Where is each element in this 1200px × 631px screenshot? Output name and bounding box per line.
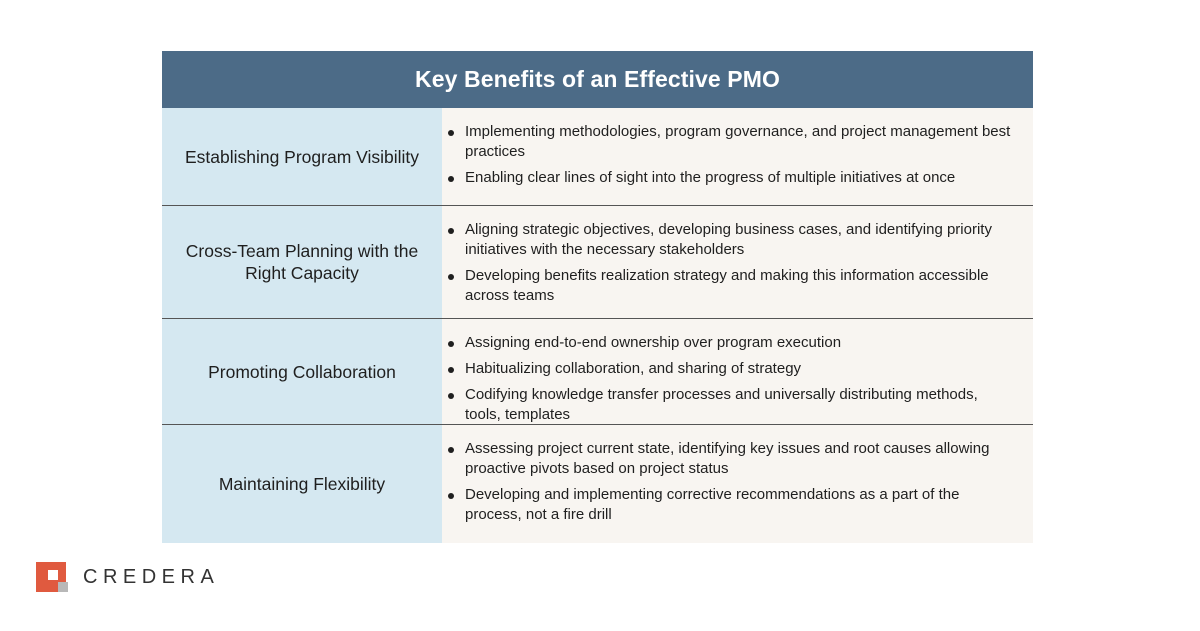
logo-wordmark: CREDERA (83, 565, 220, 588)
bullet-item: Assigning end-to-end ownership over program execution (442, 333, 1017, 353)
bullet-item: Developing benefits realization strategy and making this information accessible across teams (442, 266, 1017, 306)
bullet-item: Habitualizing collaboration, and sharing of strategy (442, 359, 1017, 379)
row-label: Cross-Team Planning with the Right Capacity (162, 206, 442, 318)
bullet-item: Developing and implementing corrective recommendations as a part of the process, not a fire drill (442, 485, 1017, 525)
row-content (442, 108, 1033, 205)
credera-logo (36, 562, 219, 592)
bullet-item: Enabling clear lines of sight into the progress of multiple initiatives at once (442, 168, 1017, 188)
bullet-item: Assessing project current state, identifying key issues and root causes allowing proactive pivots based on project status (442, 439, 1017, 479)
row-label: Establishing Program Visibility (162, 108, 442, 205)
bullet-list (442, 220, 1017, 306)
table-title: Key Benefits of an Effective PMO (162, 51, 1033, 108)
row-content (442, 206, 1033, 318)
bullet-item: Implementing methodologies, program governance, and project management best practices (442, 122, 1017, 162)
row-label: Maintaining Flexibility (162, 425, 442, 543)
row-label: Promoting Collaboration (162, 319, 442, 424)
table-row (162, 108, 1033, 206)
table-row (162, 425, 1033, 543)
bullet-list (442, 122, 1017, 188)
bullet-list (442, 333, 1017, 425)
credera-logo-icon (36, 562, 66, 592)
row-content (442, 319, 1033, 424)
table-row (162, 206, 1033, 319)
bullet-list (442, 439, 1017, 525)
benefits-table (162, 51, 1033, 543)
row-content (442, 425, 1033, 543)
bullet-item: Codifying knowledge transfer processes and universally distributing methods, tools, templates (442, 385, 1017, 425)
table-row (162, 319, 1033, 425)
bullet-item: Aligning strategic objectives, developing business cases, and identifying priority initiatives with the necessary stakeholders (442, 220, 1017, 260)
